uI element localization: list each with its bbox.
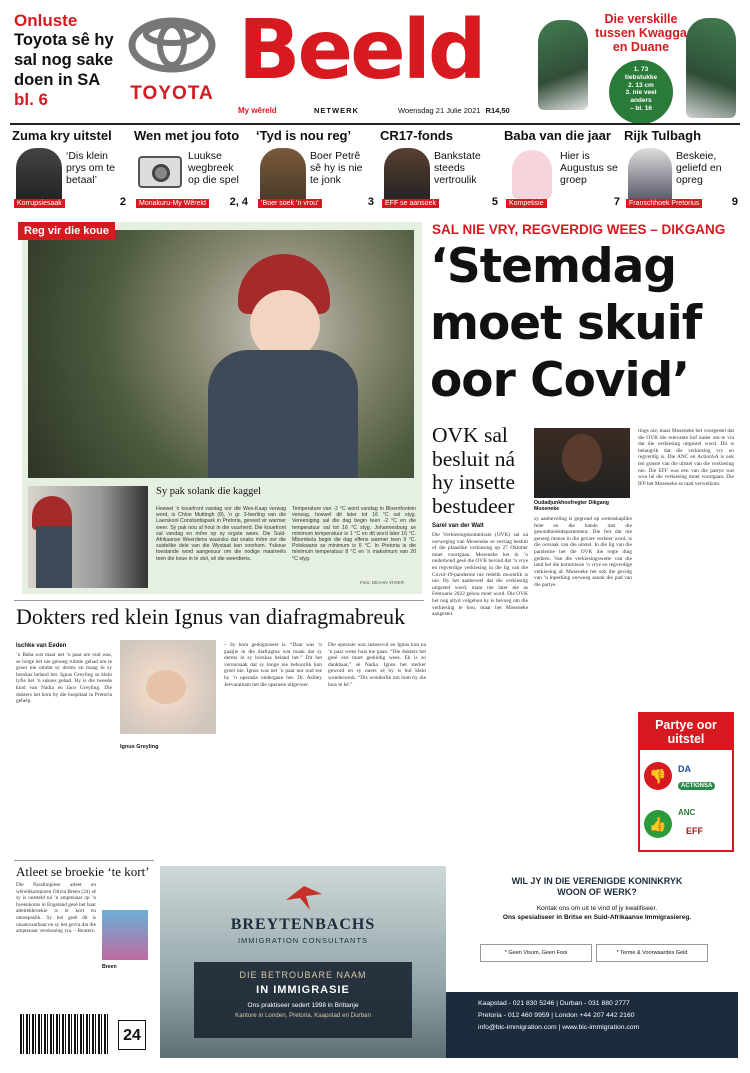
farmer-photo bbox=[260, 148, 306, 202]
parties-title-line: uitstel bbox=[667, 732, 705, 746]
toyota-emblem-icon bbox=[126, 16, 218, 74]
ad-contact-line: Ons spesialiseer in Britse en Suid-Afrikaanse Immigrasiereg. bbox=[502, 914, 692, 921]
sport-badge-line: anders bbox=[630, 97, 652, 105]
girl-photo bbox=[28, 230, 414, 478]
lead-subhead bbox=[432, 424, 515, 518]
parties-box[interactable] bbox=[638, 712, 734, 852]
athlete-photo bbox=[102, 910, 148, 960]
teaser-text: Boer Petrê sê hy is nie te jonk bbox=[310, 150, 363, 186]
headline-line: moet skuif bbox=[430, 296, 702, 351]
athlete-caption: Breen bbox=[102, 964, 117, 970]
teaser-title: CR17-fonds bbox=[380, 128, 453, 143]
docters-headline[interactable]: Dokters red klein Ignus van diafragmabreuk bbox=[16, 604, 406, 629]
teaser-text: Bankstate steeds vertroulik bbox=[434, 150, 481, 186]
ad-question-line: WIL JY IN DIE VERENIGDE KONINKRYK bbox=[511, 876, 683, 886]
sport-title-line: Die verskille bbox=[604, 12, 678, 26]
sport-badge bbox=[609, 60, 673, 124]
promo-text-line: doen in SA bbox=[14, 71, 101, 89]
lead-kicker: SAL NIE VRY, REGVERDIG WEES – DIKGANG bbox=[432, 222, 726, 237]
teaser-page: 7 bbox=[613, 196, 620, 208]
weather-text-2: Temperature van -2 °C word vandag in Bloemfontein verwag, hoewel dit later tot 16 °C sal styg. Vereeniging sal die dag begin teen -2 °C en die temperatuur sal tot 16 °C styg. Johannesburg se minimum temperatuur is 1 °C en dit word later 16 °C. Mbombela begin die dag effens warmer teen 9 °C. Polokwane se minimum is 6 °C. In Pretoria is die minimum temperatuur 8 °C en ’n maksimum van 20 °C styg. bbox=[292, 506, 416, 562]
teaser-title: Baba van die jaar bbox=[504, 128, 611, 143]
sport-badge-line: – bl. 16 bbox=[629, 104, 653, 112]
news24-number: 24 bbox=[123, 1027, 141, 1044]
party-logo-actionsa: ACTIONSA bbox=[678, 782, 715, 790]
ramaphosa-photo bbox=[384, 148, 430, 202]
date: Woensdag 21 Julie 2021 bbox=[398, 106, 481, 115]
ad-web[interactable]: info@bic-immigration.com | www.bic-immigration.com bbox=[478, 1024, 640, 1031]
ad-badge-2: * Terme & Voorwaardes Geld bbox=[596, 944, 708, 962]
toyota-logo bbox=[122, 16, 222, 106]
promo-onluste[interactable] bbox=[14, 12, 114, 117]
weather-text-1: Hoewel ’n kouefront vandag oor die Wes-Kaap verwag word, is Chloe Muttingh (8), ’n gr. 3-leerling van die Laerskool Constantiapark in Pretoria, gereed vir warmer weer. Sy pak nou al hout in die vuurherd. Die kouefront sal vandag en môre op sy ergste wees. Die Suid-Afrikaanse Weerdiens waarsku dat snaks môre oor die suidelike dele van die Wystaat kan voorkom. Yskoue toestande word aangesuur om die nodige maatreëls teen die koue in te stel, sê die weerdiens. bbox=[156, 506, 286, 562]
party-logo-eff: EFF bbox=[686, 826, 703, 836]
teaser-page: 3 bbox=[367, 196, 374, 208]
subhead-line: hy insette bbox=[432, 470, 515, 494]
sport-badge-line: 2. 13 cm bbox=[628, 81, 654, 89]
lead-col-1: Die Verkiesingskommissie (OVK) sal ná oorweging van Moseneke se verslag besluit of die plaaslike verkiesing op 27 Oktober moet voortgaan. Moseneke het in ’n onderhoud gesê die OVK bevind dat ’n vrye en regverdige verkiesing in die lig van die Covid-19-pandemie nie redelik moontlik is nie. Hy het aanbeveel dat die verkiesing uitgestel word, maar nie later nie as Februarie 2022 gehou moet word. Die OVK het nog altyd volgehou hy is bevoeg om die verkiesing te hou, maar het Moseneke aangestel. bbox=[432, 532, 528, 618]
teaser-text: ‘Dis klein prys om te betaal’ bbox=[66, 150, 116, 186]
price: R14,50 bbox=[485, 106, 510, 115]
teaser-title: Wen met jou foto bbox=[134, 128, 240, 143]
sport-title-line: tussen Kwagga bbox=[595, 26, 687, 40]
promo-text bbox=[14, 30, 114, 90]
parties-title-line: Partye oor bbox=[655, 718, 717, 732]
weather-label: Reg vir die koue bbox=[18, 222, 115, 240]
athlete-text: Die Paralimpiese atleet en wêreldkampioen Olivia Breen (24) sê sy is ontsteld ná ’n amptenaar op ’n byeenkoms in Engeland gesê het haar atletiekbroekie is te kort en ontoepaslik. Sy het gesê dit is onaanvaarbaar en sy het gevra dat die amptenaar verskoning vra. – Reuters. bbox=[16, 882, 96, 935]
teaser-title: Rijk Tulbagh bbox=[624, 128, 702, 143]
news24-badge bbox=[118, 1020, 146, 1050]
promo-page: bl. 6 bbox=[14, 90, 49, 109]
teaser-tag: EFF se aansoek bbox=[382, 199, 439, 208]
subhead-line: bestudeer bbox=[432, 493, 515, 518]
teaser-tag: ‘Boer soek ’n vrou’ bbox=[258, 199, 322, 208]
headline-line: oor Covid’ bbox=[430, 353, 690, 408]
subhead-line: OVK sal bbox=[432, 423, 508, 447]
moseneke-caption: Oudadjunkhoofregter Dikgang Moseneke bbox=[534, 500, 609, 512]
ad-line-1: DIE BETROUBARE NAAM bbox=[239, 970, 367, 980]
subhead-line: besluit ná bbox=[432, 446, 515, 471]
teaser-page: 5 bbox=[491, 196, 498, 208]
teaser-title: Zuma kry uitstel bbox=[12, 128, 112, 143]
teaser-text: Beskeie, geliefd en opreg bbox=[676, 150, 722, 186]
weather-caption: Sy pak solank die kaggel bbox=[156, 486, 261, 497]
zuma-photo bbox=[16, 148, 62, 202]
rijk-photo bbox=[628, 148, 672, 202]
teaser-tag: Korrupsiesaak bbox=[14, 199, 65, 208]
docters-col-1: ’n Baba wat maar net ’n paar ure oud was, se longe het nie genoeg ruimte gehad om te groei nie omdat sy derms en maag in sy borskas beland het. Ignus Greyling se klein lyfie het ’n sukses gehad. Hy is die tweede kind van Nadia en Jaco Greyling. Die dokters het hom by die hospitaal in Pretoria gehelp. bbox=[16, 652, 112, 705]
sport-badge-line: 1. 73 bbox=[633, 66, 649, 73]
teaser-page: 2, 4 bbox=[229, 196, 248, 208]
sport-title-line: en Duane bbox=[612, 40, 670, 54]
headline-line: ‘Stemdag bbox=[430, 239, 677, 294]
ad-phone-1: Kaapstad - 021 830 5246 | Durban - 031 880 2777 bbox=[478, 1000, 630, 1007]
teaser-page: 2 bbox=[119, 196, 126, 208]
parties-title bbox=[640, 714, 732, 750]
ad-contact bbox=[456, 904, 738, 922]
barcode bbox=[20, 1014, 108, 1054]
teaser-text: Luukse wegbreek op die spel bbox=[188, 150, 239, 186]
ad-contact-line: Kontak ons om uit te vind of jy kwalifiseer. bbox=[536, 905, 658, 912]
network-label: NETWERK bbox=[314, 106, 359, 115]
thumbs-up-icon: 👍 bbox=[644, 810, 672, 838]
teaser-photo-competition[interactable] bbox=[134, 128, 248, 208]
thumbs-down-icon: 👎 bbox=[644, 762, 672, 790]
camera-icon bbox=[138, 156, 182, 188]
baby-caption: Ignus Greyling bbox=[120, 744, 159, 750]
ad-line-2: IN IMMIGRASIE bbox=[256, 984, 350, 996]
teaser-tag: Monakuru-My Wêreld bbox=[136, 199, 209, 208]
ad-line-4: Kantore in Londen, Pretoria, Kaapstad en Durban bbox=[235, 1012, 371, 1019]
ad-badge-1: * Geen Visum, Geen Fooi bbox=[480, 944, 592, 962]
teaser-page: 9 bbox=[731, 196, 738, 208]
athlete-rule bbox=[14, 860, 154, 861]
masthead-rule bbox=[10, 123, 740, 125]
promo-title: Onluste bbox=[14, 11, 78, 30]
sport-badge-line: 3. nie veel bbox=[625, 89, 657, 97]
sport-promo[interactable] bbox=[536, 10, 740, 125]
teaser-rijk[interactable] bbox=[624, 128, 738, 208]
baby-photo bbox=[120, 640, 216, 734]
docters-rule bbox=[14, 600, 424, 601]
beeld-logo[interactable]: Beeld bbox=[238, 3, 484, 98]
girl-fireplace-photo bbox=[28, 486, 148, 588]
athlete-headline[interactable]: Atleet se broekie ‘te kort’ bbox=[16, 864, 150, 879]
party-logo-da: DA bbox=[678, 764, 691, 774]
teaser-title: ‘Tyd is nou reg’ bbox=[256, 128, 352, 143]
ad-subfirm: IMMIGRATION CONSULTANTS bbox=[237, 936, 369, 945]
baby-illustration bbox=[512, 150, 552, 200]
lead-headline[interactable] bbox=[430, 238, 701, 409]
sport-badge-line: tiebstukke bbox=[624, 73, 658, 81]
photo-credit: Foto: DEAAN VIVIER bbox=[360, 580, 404, 585]
ad-question-line: WOON OF WERK? bbox=[557, 887, 637, 897]
teaser-tag: Kompetisie bbox=[506, 199, 547, 208]
ad-question bbox=[456, 876, 738, 898]
teaser-tag: Franschhoek Pretorius bbox=[626, 199, 702, 208]
teaser-baby[interactable] bbox=[504, 128, 620, 208]
moseneke-photo bbox=[534, 428, 630, 498]
teaser-strip bbox=[12, 128, 738, 210]
lead-col-2: sy aanbeveling is gegrond op wetenskaplike feite en die bande met die gesondheidsdepartement. Die feit dat nie genoeg mense in die gevare verkeer word, is die oorsaak van die uitstel. In die lig van die pandemie het die OVK die regte ding gedoen. Van die verkiesingswette van die land het die kommissie ’n vrye en regverdige verkiesing af. Moseneke het ook die gevolg van ’n inperking oorweeg asook die pad van die partye. bbox=[534, 516, 632, 588]
ad-line-3: Ons praktiseer sedert 1998 in Brittanje bbox=[247, 1002, 359, 1009]
toyota-label: TOYOTA bbox=[130, 83, 214, 104]
ad-block[interactable] bbox=[160, 866, 738, 1058]
lead-col-3: rings nie, maar Moseneke het voorgestel dat die OVK die relevante hof nader om te vra dat die verkiesing uitgestel word. Dit is belangrik dat die verkiesing vry en regverdig is. Die ANC en ActionSA is ook ten gunste van die uitstel van die verkiesing nie. Die EFF was een van die partye wat wou hê die verkiesing moet voortgaan. Die IFP het Moseneke se raad verwelkom. bbox=[638, 428, 734, 487]
ad-phone-2: Pretoria - 012 460 9959 | London +44 207 442 2160 bbox=[478, 1012, 635, 1019]
teaser-text: Hier is Augustus se groep bbox=[560, 150, 618, 186]
lead-byline: Sarel van der Walt bbox=[432, 523, 484, 529]
party-logo-anc: ANC bbox=[678, 808, 696, 817]
promo-text-line: sal nog sake bbox=[14, 51, 114, 69]
teaser-cr17[interactable] bbox=[380, 128, 498, 208]
sport-title bbox=[576, 12, 706, 54]
teaser-boer[interactable] bbox=[256, 128, 374, 208]
promo-text-line: Toyota sê hy bbox=[14, 31, 114, 49]
ad-firm: BREYTENBACHS bbox=[230, 916, 376, 933]
docters-byline: Ischke van Eeden bbox=[16, 643, 67, 649]
docters-col-2: – Sy hom gedognoseer is. “Daar was ’n gaatjie in die diafragma wat maak dat sy derms in sy borskas beland het.” Dit het veroorsaak dat sy longe nie behoorlik kon groei nie. Ignus was net ’n paar uur oud toe hy ’n operasie ondergaan het. Dr. Ashley Jeevaratnam het die operasie uitgevoer. bbox=[224, 642, 322, 688]
tagline: My wêreld bbox=[238, 106, 277, 115]
docters-col-3: Die operasie was suksesvol en Ignus kon na ’n paar weke huis toe gaan. “Die dokters het gesê ons moet geduldig wees. Ek is so dankbaar,” sê Nadia. Ignus het sterker geword en sy ouers sê hy is hul klein wonderwerk. “Dis wonderlik om hom by die huis te hê.” bbox=[328, 642, 426, 688]
date-line bbox=[398, 106, 510, 115]
bird-logo-icon bbox=[284, 882, 324, 912]
teaser-zuma[interactable] bbox=[12, 128, 126, 208]
